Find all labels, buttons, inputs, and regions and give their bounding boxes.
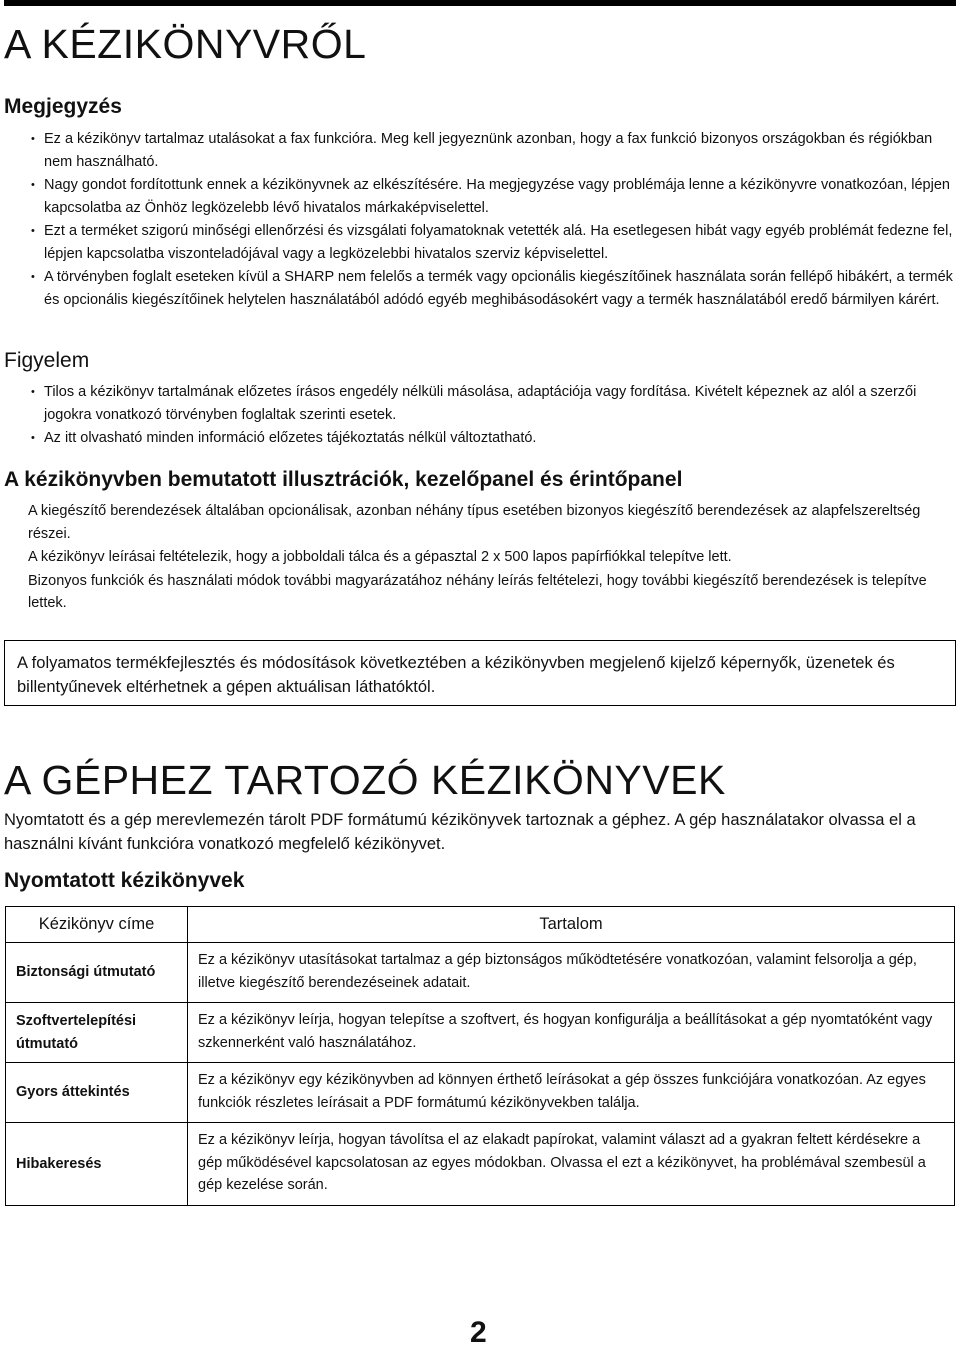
note-heading: Megjegyzés [4,95,122,118]
note-list [44,128,956,312]
manual-title: Szoftvertelepítési útmutató [6,1003,188,1063]
caution-list [44,381,956,451]
illustrations-paragraphs [28,500,948,616]
manual-title: Biztonsági útmutató [6,943,188,1003]
printed-manuals-heading: Nyomtatott kézikönyvek [4,869,245,892]
manual-content: Ez a kézikönyv utasításokat tartalmaz a gép biztonságos működtetésére vonatkozóan, valamint felsorolja a gép, illetve kiegészítő berendezéseinek adatait. [188,943,955,1003]
table-row [6,1063,955,1123]
caution-heading: Figyelem [4,349,90,372]
table-row [6,1003,955,1063]
note-item: • A törvényben foglalt eseteken kívül a SHARP nem felelős a termék vagy opcionális kiegészítőinek használata során fellépő hibákért, a termék és opcionális kiegészítőinek helytelen használatából adódó egyéb meghibásodásokért vagy a termék használatából eredő bármilyen kárért. [44,266,956,311]
table-row [6,943,955,1003]
caution-item: • Tilos a kézikönyv tartalmának előzetes írásos engedély nélküli másolása, adaptációja vagy fordítása. Kivételt képeznek az alól a szerzői jogokra vonatkozó törvényben foglaltak szerinti esetek. [44,381,956,426]
manual-content: Ez a kézikönyv leírja, hogyan távolítsa el az elakadt papírokat, valamint választ ad a gyakran feltett kérdésekre a gép működésével kapcsolatosan az egyes módokban. Olvassa el ezt a kézikönyvet, ha problémával szembesül a gép kezelése során. [188,1123,955,1206]
column-header-title: Kézikönyv címe [6,907,188,943]
illustrations-paragraph: A kiegészítő berendezések általában opcionálisak, azonban néhány típus esetében bizonyos kiegészítő berendezések az alapfelszereltség részei. [28,503,921,542]
table-header-row [6,907,955,943]
note-item: • Ez a kézikönyv tartalmaz utalásokat a fax funkcióra. Meg kell jegyeznünk azonban, hogy a fax funkció bizonyos országokban és régiókban nem használható. [44,128,956,173]
illustrations-paragraph: A kézikönyv leírásai feltételezik, hogy a jobboldali tálca és a gépasztal 2 x 500 lapos papírfiókkal telepítve lett. [28,549,732,565]
manual-title: Gyors áttekintés [6,1063,188,1123]
manuals-table [5,906,955,1206]
main-title: A KÉZIKÖNYVRŐL [4,21,367,67]
manual-content: Ez a kézikönyv leírja, hogyan telepítse a szoftvert, és hogyan konfigurálja a beállításokat a gép nyomtatóként vagy szkennerként való használatához. [188,1003,955,1063]
manual-content: Ez a kézikönyv egy kézikönyvben ad könnyen érthető leírásokat a gép összes funkciójára vonatkozóan. Az egyes funkciók részletes leírásait a PDF formátumú kézikönyvekben találja. [188,1063,955,1123]
note-item: • Ezt a terméket szigorú minőségi ellenőrzési és vizsgálati folyamatoknak vetették alá. Ha esetlegesen hibát vagy egyéb problémát fedezne fel, lépjen kapcsolatba viszonteladójával vagy a legközelebbi hivatalos szerviz képviselettel. [44,220,956,265]
illustrations-paragraph: Bizonyos funkciók és használati módok további magyarázatához néhány leírás feltételezi, hogy további kiegészítő berendezések is telepítve lettek. [28,572,927,611]
manuals-intro: Nyomtatott és a gép merevlemezén tárolt PDF formátumú kézikönyvek tartoznak a géphez. A gép használatakor olvassa el a használni kívánt funkcióra vonatkozó megfelelő kézikönyvet. [4,811,916,853]
note-item: • Nagy gondot fordítottunk ennek a kézikönyvnek az elkészítésére. Ha megjegyzése vagy problémája lenne a kézikönyvre vonatkozóan, lépjen kapcsolatba az Önhöz legközelebb lévő hivatalos márkaképviselettel. [44,174,956,219]
page-number: 2 [470,1316,487,1349]
top-rule [4,0,956,6]
column-header-content: Tartalom [188,907,955,943]
illustrations-heading: A kézikönyvben bemutatott illusztrációk, kezelőpanel és érintőpanel [4,468,683,491]
table-row [6,1123,955,1206]
second-title: A GÉPHEZ TARTOZÓ KÉZIKÖNYVEK [4,757,726,803]
notice-box: A folyamatos termékfejlesztés és módosítások következtében a kézikönyvben megjelenő kijelző képernyők, üzenetek és billentyűnevek eltérhetnek a gépen aktuálisan láthatóktól. [4,640,956,706]
caution-item: • Az itt olvasható minden információ előzetes tájékoztatás nélkül változtatható. [44,427,956,450]
manual-title: Hibakeresés [6,1123,188,1206]
